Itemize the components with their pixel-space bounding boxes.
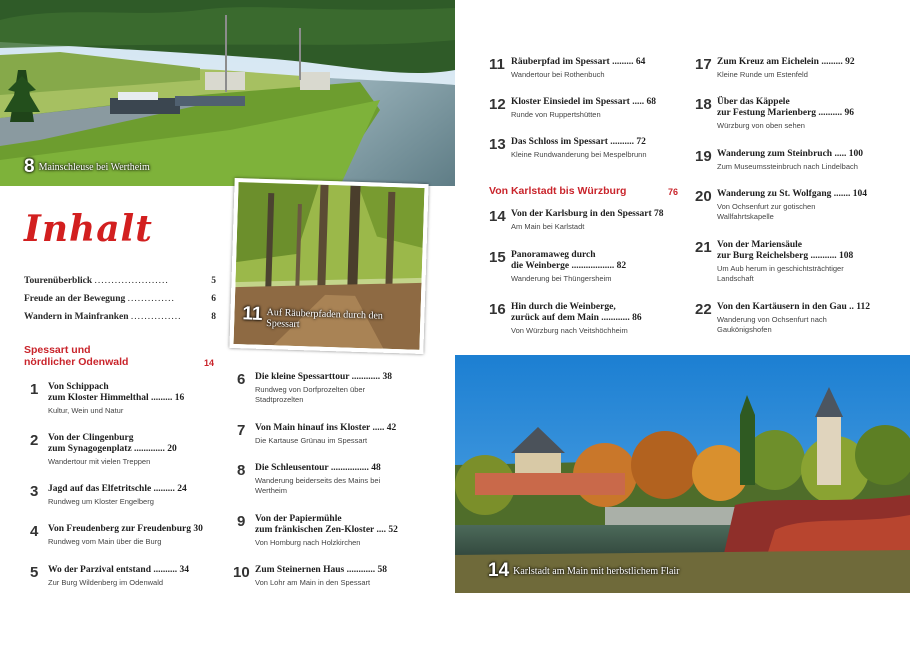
- section-page-karlstadt: 76: [668, 187, 679, 197]
- photo-karlstadt: [455, 355, 910, 593]
- toc-intro-entry[interactable]: Freude an der Bewegung .............. 6: [24, 294, 216, 304]
- photo-forest: [229, 178, 428, 354]
- section-heading-karlstadt[interactable]: Von Karlstadt bis Würzburg: [489, 185, 627, 197]
- section-page-spessart: 14: [204, 358, 215, 368]
- toc-intro-entry[interactable]: Wandern in Mainfranken ............... 8: [24, 312, 216, 322]
- section-heading-spessart[interactable]: Spessart und nördlicher Odenwald: [24, 344, 129, 368]
- photo-main-lock: [0, 0, 455, 186]
- toc-intro-entry[interactable]: Tourenüberblick ...................... 5: [24, 276, 216, 286]
- toc-title: Inhalt: [24, 208, 153, 250]
- photo-caption-lock: 8 Mainschleuse bei Wertheim: [24, 156, 150, 177]
- photo-caption-karlstadt: 14 Karlstadt am Main mit herbstlichem Flair: [488, 560, 680, 581]
- photo-caption-forest: 11 Auf Räuberpfaden durch den Spessart: [242, 303, 384, 331]
